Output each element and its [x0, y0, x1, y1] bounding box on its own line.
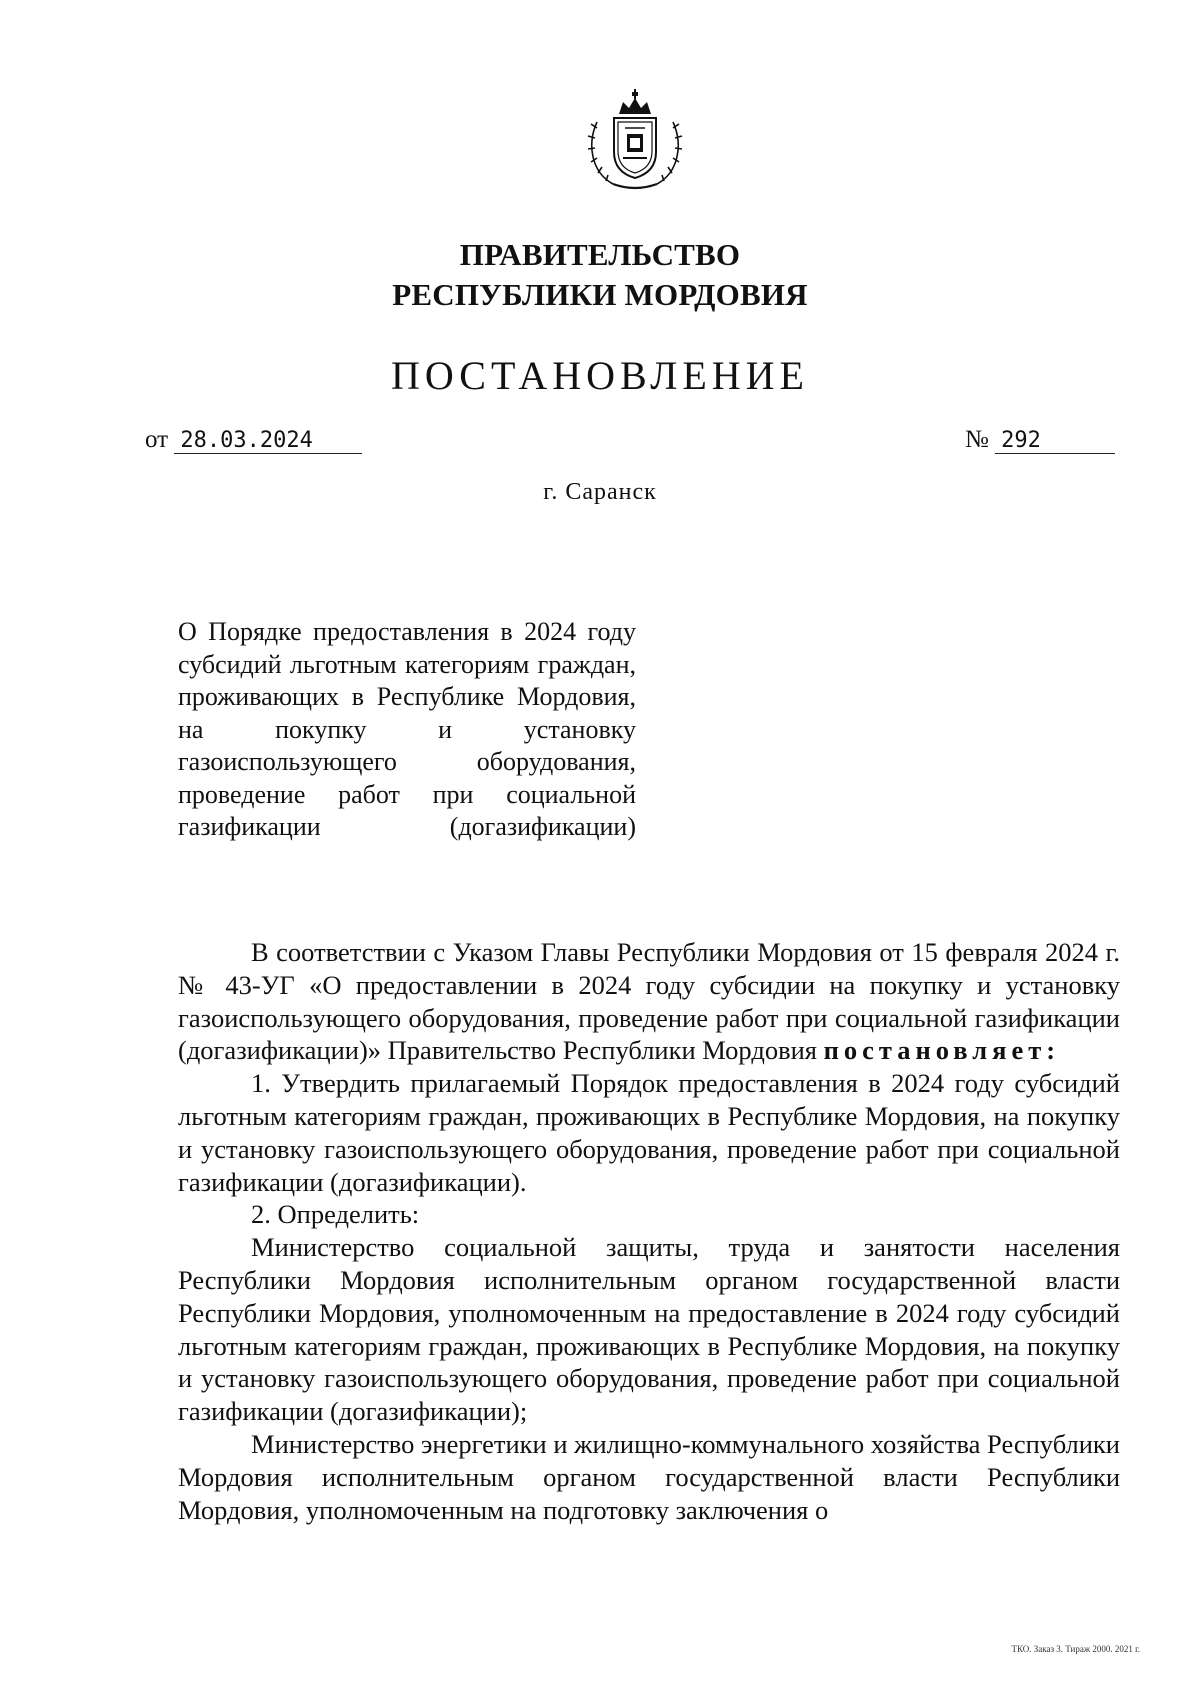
number-value: 292	[995, 429, 1115, 454]
number-prefix: №	[965, 426, 989, 453]
print-info-footer: ТКО. Заказ 3. Тираж 2000. 2021 г.	[1011, 1644, 1140, 1654]
document-number	[965, 424, 1115, 456]
date-prefix: от	[145, 426, 169, 453]
city-line: г. Саранск	[543, 479, 657, 505]
item-2b-paragraph: Министерство энергетики и жилищно-коммунального хозяйства Республики Мордовия исполнительным органом государственной власти Республики Мордовия, уполномоченным на подготовку заключения о	[178, 1428, 1120, 1525]
date-value: 28.03.2024	[174, 429, 362, 454]
organization-name-line-2: РЕСПУБЛИКИ МОРДОВИЯ	[392, 277, 808, 312]
organization-name-line-1: ПРАВИТЕЛЬСТВО	[459, 237, 741, 272]
preamble-paragraph	[178, 936, 1120, 1067]
document-body	[178, 936, 1120, 1526]
document-date	[145, 424, 362, 456]
item-2a-paragraph: Министерство социальной защиты, труда и занятости населения Республики Мордовия исполнительным органом государственной власти Республики Мордовия, уполномоченным на предоставление в 2024 году субсидий льготным категориям граждан, проживающих в Республике Мордовия, на покупку и установку газоиспользующего оборудования, проведение работ при социальной газификации (догазификации);	[178, 1232, 1120, 1427]
preamble-text: В соответствии с Указом Главы Республики Мордовия от 15 февраля 2024 г. № 43-УГ «О предоставлении в 2024 году субсидии на покупку и установку газоиспользующего оборудования, проведение работ при социальной газификации (догазификации)» Правительство Республики Мордовия	[178, 937, 1120, 1066]
item-1-paragraph: 1. Утвердить прилагаемый Порядок предоставления в 2024 году субсидий льготным категориям граждан, проживающих в Республике Мордовия, на покупку и установку газоиспользующего оборудования, проведение работ при социальной газификации (догазификации).	[178, 1068, 1120, 1197]
resolves-word: постановляет:	[823, 1035, 1061, 1066]
document-type-title: ПОСТАНОВЛЕНИЕ	[391, 353, 809, 398]
coat-of-arms-emblem	[583, 88, 687, 194]
item-2-paragraph: 2. Определить:	[251, 1199, 420, 1230]
document-subject: О Порядке предоставления в 2024 году субсидий льготным категориям граждан, проживающих в Республике Мордовия, на покупку и установку газоиспользующего оборудования, проведение работ при социальной газификации (догазификации)	[178, 617, 636, 841]
